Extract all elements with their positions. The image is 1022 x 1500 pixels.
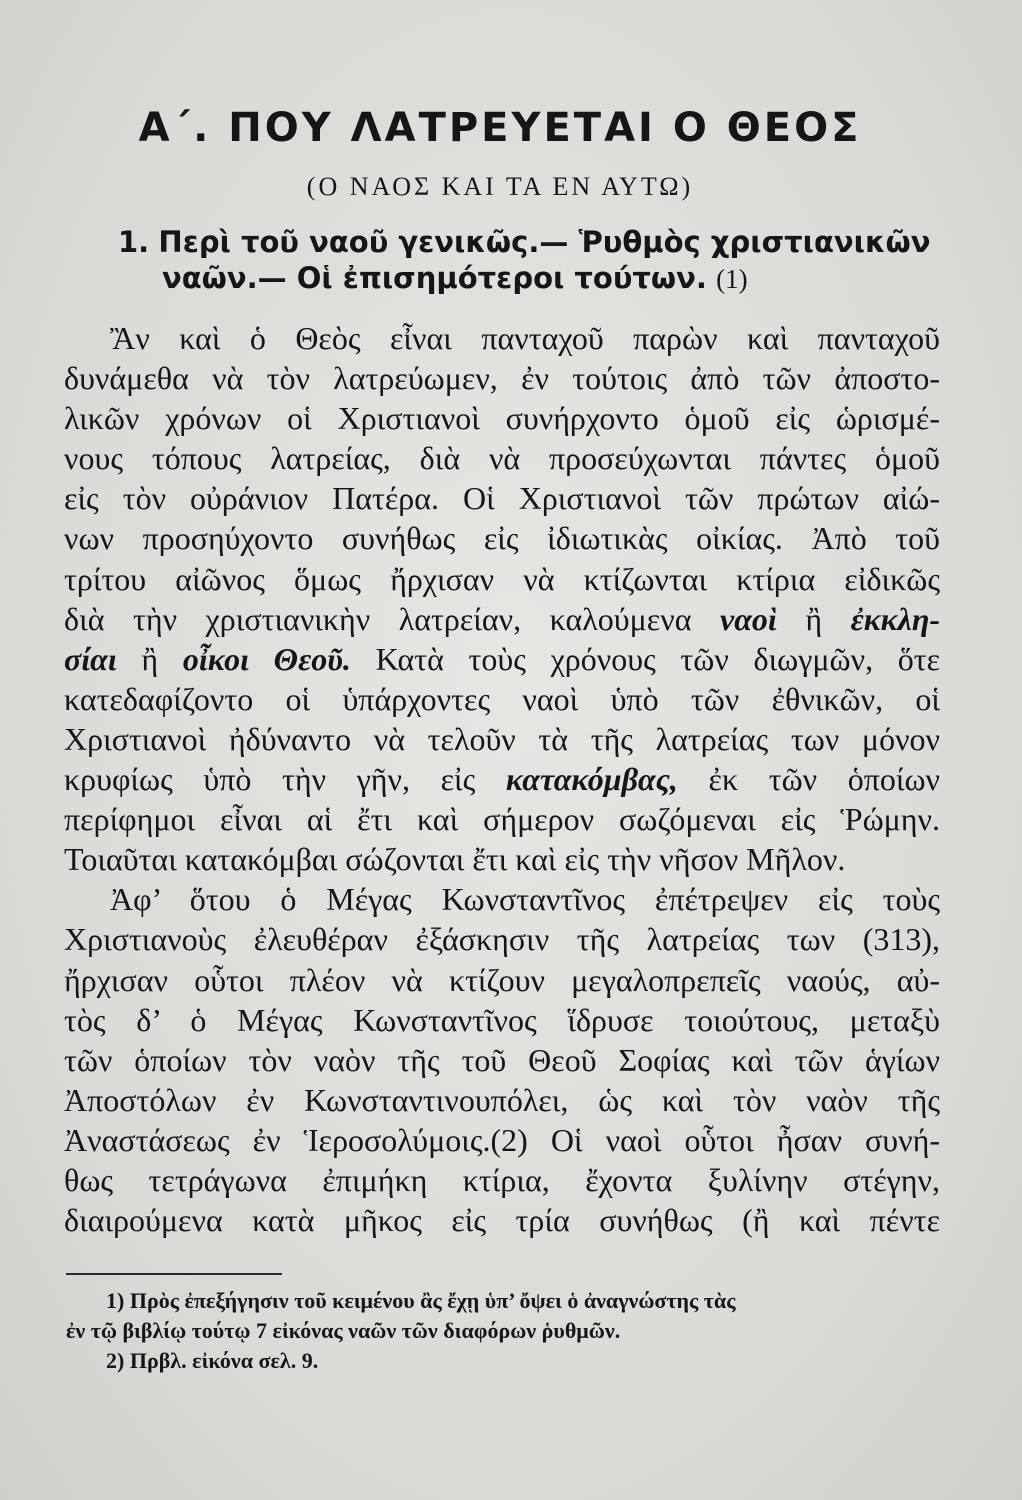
section-title-part-1: Περὶ τοῦ ναοῦ γενικῶς.— Ῥυθμὸς χριστιανικῶν	[158, 225, 931, 259]
footnote-divider	[66, 1273, 282, 1275]
text-line: Ἀναστάσεως ἐν Ἱεροσολύμοις.(2) Οἱ ναοὶ οὗτοι ἦσαν συνή-	[64, 1121, 940, 1158]
emphasis-ekklisiai-end: σίαι	[64, 640, 117, 677]
footnote-1-line-2: ἐν τῷ βιβλίῳ τούτῳ 7 εἰκόνας ναῶν τῶν διαφόρων ῥυθμῶν.	[66, 1318, 621, 1343]
text-fragment: ἢ	[141, 640, 159, 677]
section-heading-line-2	[118, 260, 918, 297]
text-fragment: ἢ	[805, 600, 823, 637]
text-line: τῶν ὁποίων τὸν ναὸν τῆς τοῦ Θεοῦ Σοφίας καὶ τῶν ἁγίων	[64, 1041, 940, 1078]
section-heading-line-1	[118, 224, 931, 260]
footnote-ref-1: (1)	[716, 264, 748, 294]
text-line	[64, 639, 940, 679]
text-line: εἰς τὸν οὐράνιον Πατέρα. Οἱ Χριστιανοὶ τῶν πρώτων αἰώ-	[64, 480, 940, 517]
footnote-2: 2) Πρβλ. εἰκόνα σελ. 9.	[106, 1348, 319, 1373]
emphasis-naoi: ναοὶ	[720, 600, 777, 637]
text-line: Χριστιανοὺς ἐλευθέραν ἐξάσκησιν τῆς λατρείας των (313),	[64, 921, 940, 958]
text-line: Ἀποστόλων ἐν Κωνσταντινουπόλει, ὡς καὶ τὸν ναὸν τῆς	[64, 1081, 940, 1118]
text-line: περίφημοι εἶναι αἱ ἔτι καὶ σήμερον σωζόμεναι εἰς Ῥώμην.	[64, 801, 940, 838]
text-fragment: ἐκ τῶν ὁποίων	[708, 761, 940, 798]
text-line: κατεδαφίζοντο οἱ ὑπάρχοντες ναοὶ ὑπὸ τῶν ἐθνικῶν, οἱ	[64, 680, 940, 717]
text-line: θως τετράγωνα ἐπιμήκη κτίρια, ἔχοντα ξυλίνην στέγην,	[64, 1161, 940, 1198]
emphasis-oikoi-theou: οἶκοι Θεοῦ.	[182, 640, 351, 677]
chapter-title: Α΄. ΠΟΥ ΛΑΤΡΕΥΕΤΑΙ Ο ΘΕΟΣ	[138, 105, 862, 151]
text-line: νων προσηύχοντο συνήθως εἰς ἰδιωτικὰς οἰκίας. Ἀπὸ τοῦ	[64, 520, 940, 557]
text-line: δυνάμεθα νὰ τὸν λατρεύωμεν, ἐν τούτοις ἀπὸ τῶν ἀποστο-	[64, 360, 940, 397]
text-line: τρίτου αἰῶνος ὅμως ἤρχισαν νὰ κτίζωνται κτίρια εἰδικῶς	[64, 560, 940, 597]
text-line: Χριστιανοὶ ἠδύναντο νὰ τελοῦν τὰ τῆς λατρείας των μόνον	[64, 720, 940, 757]
section-title-part-2: ναῶν.— Οἱ ἐπισημότεροι τούτων.	[162, 261, 707, 295]
text-line: Ἂν καὶ ὁ Θεὸς εἶναι πανταχοῦ παρὼν καὶ πανταχοῦ	[110, 320, 940, 356]
text-fragment: διὰ τὴν χριστιανικὴν λατρείαν, καλούμενα	[64, 600, 692, 637]
text-line: τὸς δ’ ὁ Μέγας Κωνσταντῖνος ἵδρυσε τοιούτους, μεταξὺ	[64, 1001, 940, 1038]
body-text	[64, 318, 940, 1240]
section-number: 1.	[118, 225, 150, 259]
emphasis-katakombas: κατακόμβας,	[505, 761, 678, 798]
text-line: νους τόπους λατρείας, διὰ νὰ προσεύχωνται πάντες ὁμοῦ	[64, 440, 940, 477]
text-line	[64, 759, 940, 799]
text-line: διαιρούμενα κατὰ μῆκος εἰς τρία συνήθως (ἢ καὶ πέντε	[64, 1202, 940, 1239]
text-line: Ἀφ’ ὅτου ὁ Μέγας Κωνσταντῖνος ἐπέτρεψεν εἰς τοὺς	[110, 881, 940, 918]
footnotes	[66, 1286, 946, 1376]
text-line: λικῶν χρόνων οἱ Χριστιανοὶ συνήρχοντο ὁμοῦ εἰς ὡρισμέ-	[64, 400, 940, 437]
text-fragment: Κατὰ τοὺς χρόνους τῶν διωγμῶν, ὅτε	[375, 640, 941, 677]
text-fragment: κρυφίως ὑπὸ τὴν γῆν, εἰς	[64, 761, 476, 798]
section-heading	[118, 224, 931, 297]
text-line: ἤρχισαν οὗτοι πλέον νὰ κτίζουν μεγαλοπρεπεῖς ναούς, αὐ-	[64, 961, 940, 998]
chapter-subtitle: (Ο ΝΑΟΣ ΚΑΙ ΤΑ ΕΝ ΑΥΤΩ)	[306, 172, 694, 201]
text-line: Τοιαῦται κατακόμβαι σώζονται ἔτι καὶ εἰς τὴν νῆσον Μῆλον.	[64, 841, 846, 878]
footnote-1-line-1: 1) Πρὸς ἐπεξήγησιν τοῦ κειμένου ἂς ἔχῃ ὑπ’ ὄψει ὁ ἀναγνώστης τὰς	[106, 1288, 736, 1313]
emphasis-ekklisiai: ἐκκλη-	[850, 600, 941, 637]
text-line	[64, 599, 940, 639]
